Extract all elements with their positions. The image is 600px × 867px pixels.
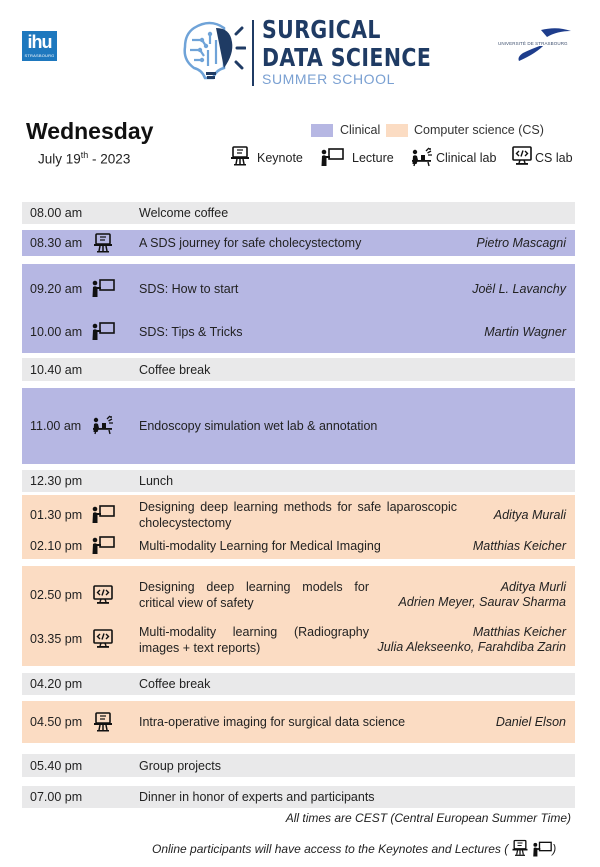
timezone-note: All times are CEST (Central European Summer Time) xyxy=(285,811,571,825)
legend-clinical-swatch xyxy=(311,124,333,137)
session-title: Welcome coffee xyxy=(139,206,229,220)
schedule-row-0700 xyxy=(22,786,575,808)
unistra-logo-icon xyxy=(495,27,575,65)
session-title: SDS: Tips & Tricks xyxy=(139,325,243,339)
sds-title-line1: SURGICAL xyxy=(262,15,381,44)
session-time: 12.30 pm xyxy=(30,474,83,488)
unistra-logo-text: UNIVERSITÉ DE STRASBOURG xyxy=(498,41,568,46)
session-time: 04.20 pm xyxy=(30,677,83,691)
lecture-icon xyxy=(91,278,115,298)
session-title: Coffee break xyxy=(139,363,211,377)
legend-lecture-label: Lecture xyxy=(352,151,394,165)
cs-lab-icon xyxy=(91,629,115,649)
cs-lab-icon xyxy=(91,585,115,605)
sds-title-line2: DATA SCIENCE xyxy=(262,43,432,72)
session-time: 08.00 am xyxy=(30,206,83,220)
session-speaker: Daniel Elson xyxy=(495,715,566,729)
lecture-icon xyxy=(91,504,115,524)
header-divider xyxy=(252,20,254,86)
online-note: Online participants will have access to the Keynotes and Lectures ( ) xyxy=(152,842,557,856)
cs-lab-icon xyxy=(510,146,534,166)
keynote-icon xyxy=(91,233,115,253)
keynote-icon xyxy=(510,839,530,857)
session-time: 03.35 pm xyxy=(30,632,83,646)
schedule-row-0450 xyxy=(22,701,575,743)
legend-clinical-lab-label: Clinical lab xyxy=(436,151,497,165)
schedule-row-0540 xyxy=(22,754,575,777)
keynote-icon xyxy=(228,146,252,166)
session-time: 11.00 am xyxy=(30,419,82,433)
lecture-icon xyxy=(91,321,115,341)
session-speaker: Matthias Keicher Julia Alekseenko, Farahdiba Zarin xyxy=(377,625,566,654)
session-title: Lunch xyxy=(139,474,174,488)
session-time: 08.30 am xyxy=(30,236,83,250)
clinical-lab-icon xyxy=(91,415,115,435)
session-time: 02.10 pm xyxy=(30,539,83,553)
brain-bulb-icon xyxy=(180,20,246,82)
session-time: 01.30 pm xyxy=(30,508,83,522)
clinical-lab-icon xyxy=(410,147,434,167)
session-title: Coffee break xyxy=(139,677,211,691)
session-speaker: Martin Wagner xyxy=(484,325,566,339)
lecture-icon xyxy=(320,147,344,167)
legend-cs-swatch xyxy=(386,124,408,137)
session-speaker: Matthias Keicher xyxy=(472,539,566,553)
session-time: 04.50 pm xyxy=(30,715,83,729)
session-speaker: Aditya Murli Adrien Meyer, Saurav Sharma xyxy=(398,580,566,609)
legend-cs-label: Computer science (CS) xyxy=(414,123,544,137)
session-title: SDS: How to start xyxy=(139,282,239,296)
session-speaker: Joël L. Lavanchy xyxy=(472,282,566,296)
session-title: Group projects xyxy=(139,759,221,773)
session-title: Endoscopy simulation wet lab & annotation xyxy=(139,419,378,433)
session-speaker: Pietro Mascagni xyxy=(476,236,566,250)
session-title: Dinner in honor of experts and participants xyxy=(139,790,375,804)
legend-clinical-label: Clinical xyxy=(340,123,381,137)
ihu-strasbourg-logo xyxy=(22,31,57,61)
session-time: 10.40 am xyxy=(30,363,83,377)
session-time: 10.00 am xyxy=(30,325,83,339)
session-time: 07.00 pm xyxy=(30,790,83,804)
schedule-row-0420 xyxy=(22,673,575,695)
schedule-row-0830 xyxy=(22,230,575,256)
session-title: Intra-operative imaging for surgical data science xyxy=(139,715,406,729)
schedule-block-clinical-lectures xyxy=(22,264,575,353)
legend-keynote-label: Keynote xyxy=(257,151,303,165)
session-title: Multi-modality learning (Radiography images + text reports) xyxy=(139,625,369,655)
session-speaker: Aditya Murali xyxy=(493,508,566,522)
ihu-logo-subtext: STRASBOURG xyxy=(24,53,55,58)
legend-cs-lab-label: CS lab xyxy=(535,151,573,165)
lecture-icon xyxy=(91,535,115,555)
session-time: 02.50 pm xyxy=(30,588,83,602)
schedule-row-0800 xyxy=(22,202,575,224)
ihu-logo-text: ihu xyxy=(27,32,52,52)
schedule-row-1040 xyxy=(22,358,575,381)
day-date: July 19th - 2023 xyxy=(38,150,131,167)
session-title: Designing deep learning methods for safe laparoscopic cholecystectomy xyxy=(139,500,457,530)
lecture-icon xyxy=(532,840,552,858)
session-time: 05.40 pm xyxy=(30,759,83,773)
schedule-row-1100 xyxy=(22,388,575,464)
session-time: 09.20 am xyxy=(30,282,83,296)
schedule-row-1230 xyxy=(22,470,575,492)
session-title: Multi-modality Learning for Medical Imaging xyxy=(139,539,381,553)
keynote-icon xyxy=(91,712,115,732)
session-title: Designing deep learning models for critical view of safety xyxy=(139,580,369,610)
day-title: Wednesday xyxy=(26,118,154,144)
schedule-block-cs-labs xyxy=(22,566,575,666)
schedule-block-cs-lectures xyxy=(22,495,575,559)
sds-subtitle: SUMMER SCHOOL xyxy=(262,71,396,87)
session-title: A SDS journey for safe cholecystectomy xyxy=(139,236,362,250)
